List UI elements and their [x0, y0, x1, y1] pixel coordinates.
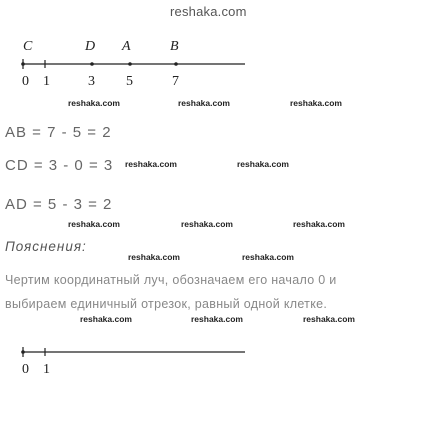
- site-header: reshaka.com: [170, 4, 247, 19]
- watermark: reshaka.com: [125, 159, 177, 169]
- tick-label-7: 7: [172, 74, 179, 89]
- explanation-line-1: Чертим координатный луч, обозначаем его начало 0 и: [5, 273, 337, 287]
- watermark: reshaka.com: [191, 314, 243, 324]
- equation-ab: AB = 7 - 5 = 2: [5, 124, 112, 141]
- tick-label-0: 0: [22, 362, 29, 377]
- tick-label-5: 5: [126, 74, 133, 89]
- equation-cd: CD = 3 - 0 = 3: [5, 157, 114, 174]
- tick-label-1: 1: [43, 362, 50, 377]
- tick-label-0: 0: [22, 74, 29, 89]
- watermark: reshaka.com: [181, 219, 233, 229]
- watermark: reshaka.com: [290, 98, 342, 108]
- watermark: reshaka.com: [303, 314, 355, 324]
- point-label-a: A: [122, 39, 131, 54]
- number-line-1: [0, 57, 440, 77]
- explanation-line-2: выбираем единичный отрезок, равный одной клетке.: [5, 297, 328, 311]
- tick-label-1: 1: [43, 74, 50, 89]
- watermark: reshaka.com: [242, 252, 294, 262]
- explanation-heading: Пояснения:: [5, 239, 87, 254]
- point-label-d: D: [85, 39, 96, 54]
- number-line-2: [0, 345, 440, 365]
- watermark: reshaka.com: [80, 314, 132, 324]
- watermark: reshaka.com: [128, 252, 180, 262]
- point-label-c: C: [23, 39, 33, 54]
- watermark: reshaka.com: [293, 219, 345, 229]
- tick-label-3: 3: [88, 74, 95, 89]
- watermark: reshaka.com: [68, 98, 120, 108]
- equation-ad: AD = 5 - 3 = 2: [5, 196, 113, 213]
- watermark: reshaka.com: [68, 219, 120, 229]
- watermark: reshaka.com: [178, 98, 230, 108]
- watermark: reshaka.com: [237, 159, 289, 169]
- point-label-b: B: [170, 39, 179, 54]
